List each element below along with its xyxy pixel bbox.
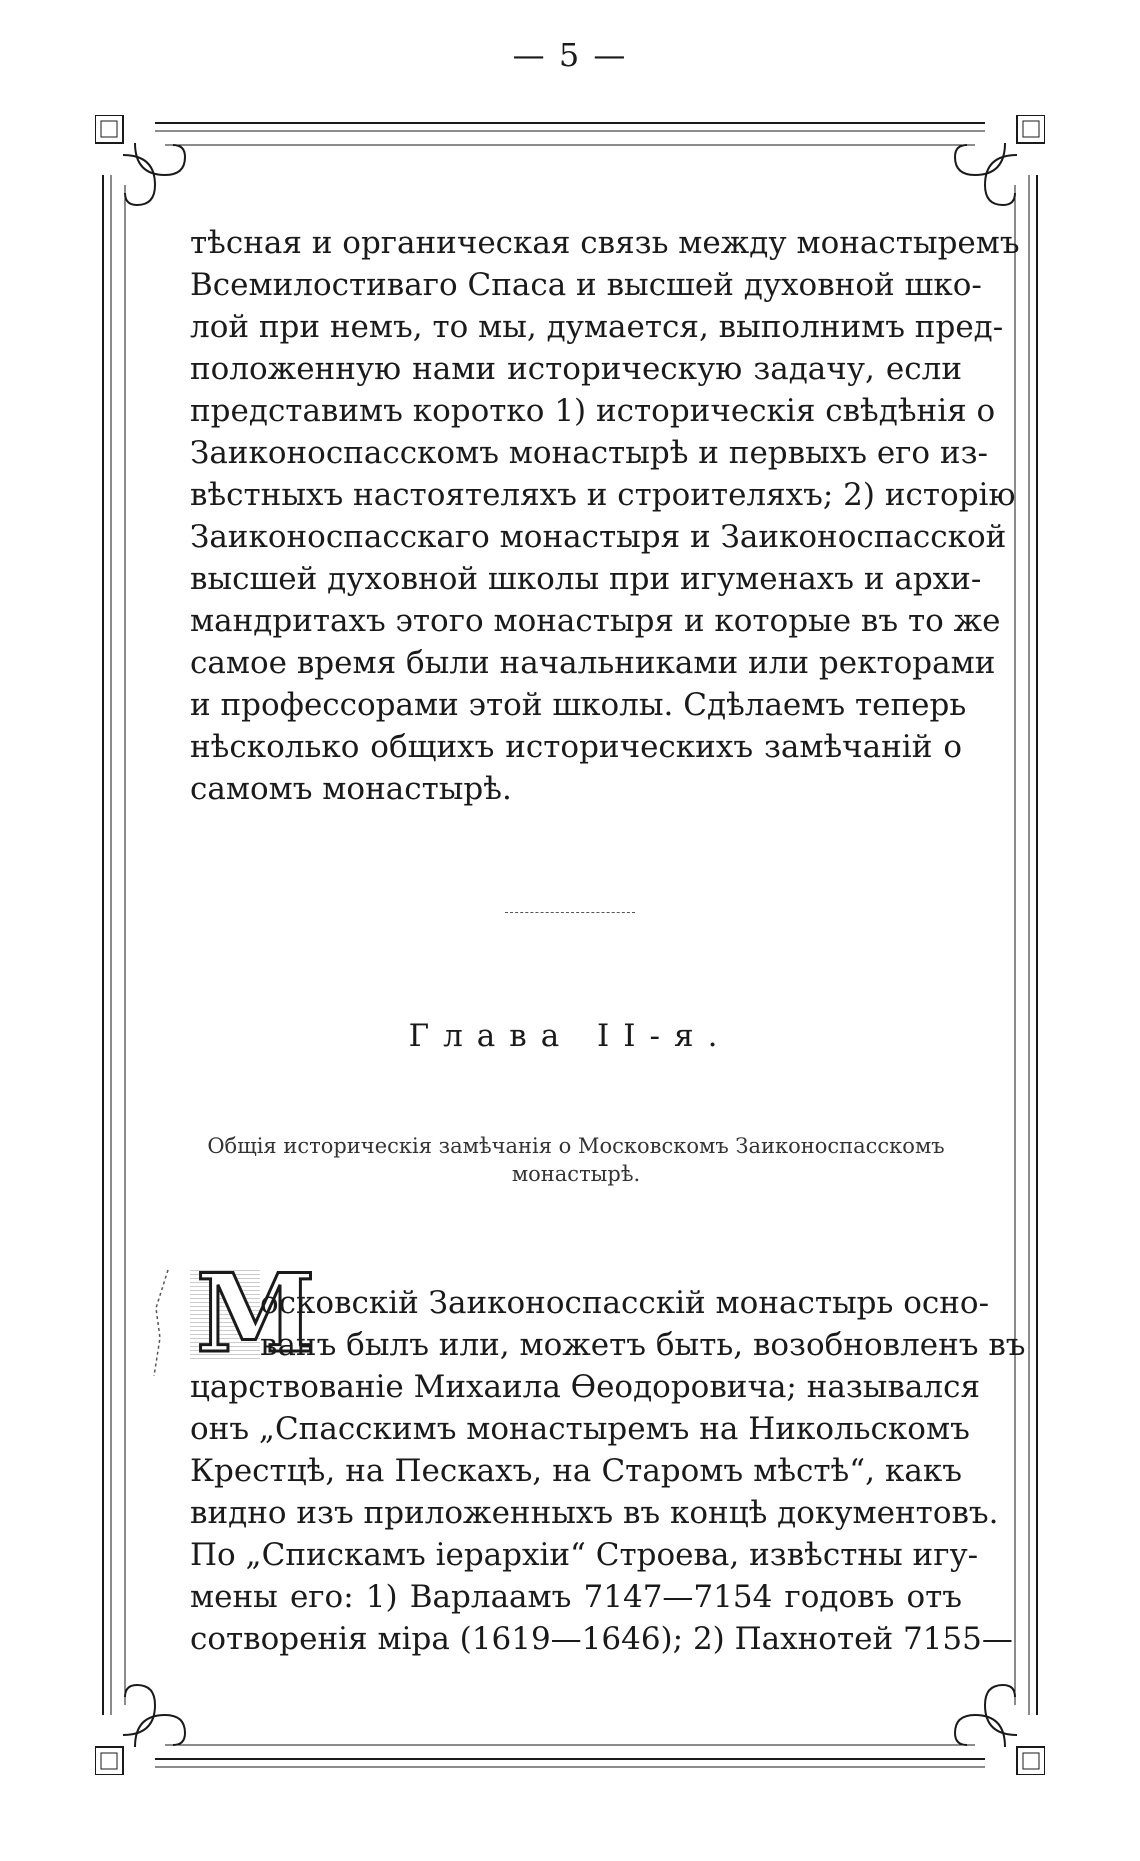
text-line: высшей духовной школы при игуменахъ и архи- (190, 561, 982, 597)
paragraph-continued (190, 222, 1020, 810)
text-line: царствованіе Михаила Ѳеодоровича; назывался (190, 1369, 981, 1405)
text-line: лой при немъ, то мы, думается, выполнимъ пред- (190, 309, 1004, 345)
text-line: видно изъ приложенныхъ въ концѣ документовъ. (190, 1495, 999, 1531)
text-line: сотворенія міра (1619—1646); 2) Пахнотей 7155— (190, 1621, 1013, 1657)
page-number: — 5 — (512, 36, 628, 74)
text-line: представимъ коротко 1) историческія свѣдѣнія о (190, 393, 996, 429)
text-line: онъ „Спасскимъ монастыремъ на Никольскомъ (190, 1411, 970, 1447)
text-line: осковскій Заиконоспасскій монастырь осно- (260, 1285, 990, 1321)
text-line: Заиконоспасскаго монастыря и Заиконоспасской (190, 519, 1007, 555)
margin-mark-icon (150, 1268, 170, 1378)
text-line: Заиконоспасскомъ монастырѣ и первыхъ его из- (190, 435, 988, 471)
paragraph-main (190, 1282, 1026, 1660)
section-divider (505, 912, 635, 913)
chapter-subtitle (190, 1132, 962, 1188)
text-line: положенную нами историческую задачу, если (190, 351, 962, 387)
text-line: тѣсная и органическая связь между монастыремъ (190, 225, 1020, 261)
text-line: вѣстныхъ настоятеляхъ и строителяхъ; 2) исторію (190, 477, 1016, 513)
text-line: самое время были начальниками или ректорами (190, 645, 996, 681)
text-line: нѣсколько общихъ историческихъ замѣчаній о (190, 729, 962, 765)
text-line: мандритахъ этого монастыря и которые въ то же (190, 603, 1001, 639)
text-line: самомъ монастырѣ. (190, 771, 512, 807)
text-line: ванъ былъ или, можетъ быть, возобновленъ въ (260, 1327, 1026, 1363)
text-line: и профессорами этой школы. Сдѣлаемъ теперь (190, 687, 967, 723)
chapter-subtitle-line: Общія историческія замѣчанія о Московскомъ Заиконоспасскомъ (207, 1134, 945, 1158)
text-line: Крестцѣ, на Пескахъ, на Старомъ мѣстѣ“, какъ (190, 1453, 962, 1489)
text-line: Всемилостиваго Спаса и высшей духовной шко- (190, 267, 982, 303)
text-line: мены его: 1) Варлаамъ 7147—7154 годовъ отъ (190, 1579, 962, 1615)
chapter-subtitle-line: монастырѣ. (511, 1162, 641, 1186)
text-line: По „Спискамъ іерархіи“ Строева, извѣстны игу- (190, 1537, 979, 1573)
chapter-title: Глава II-я. (408, 1018, 732, 1054)
drop-cap: М (196, 1251, 316, 1377)
